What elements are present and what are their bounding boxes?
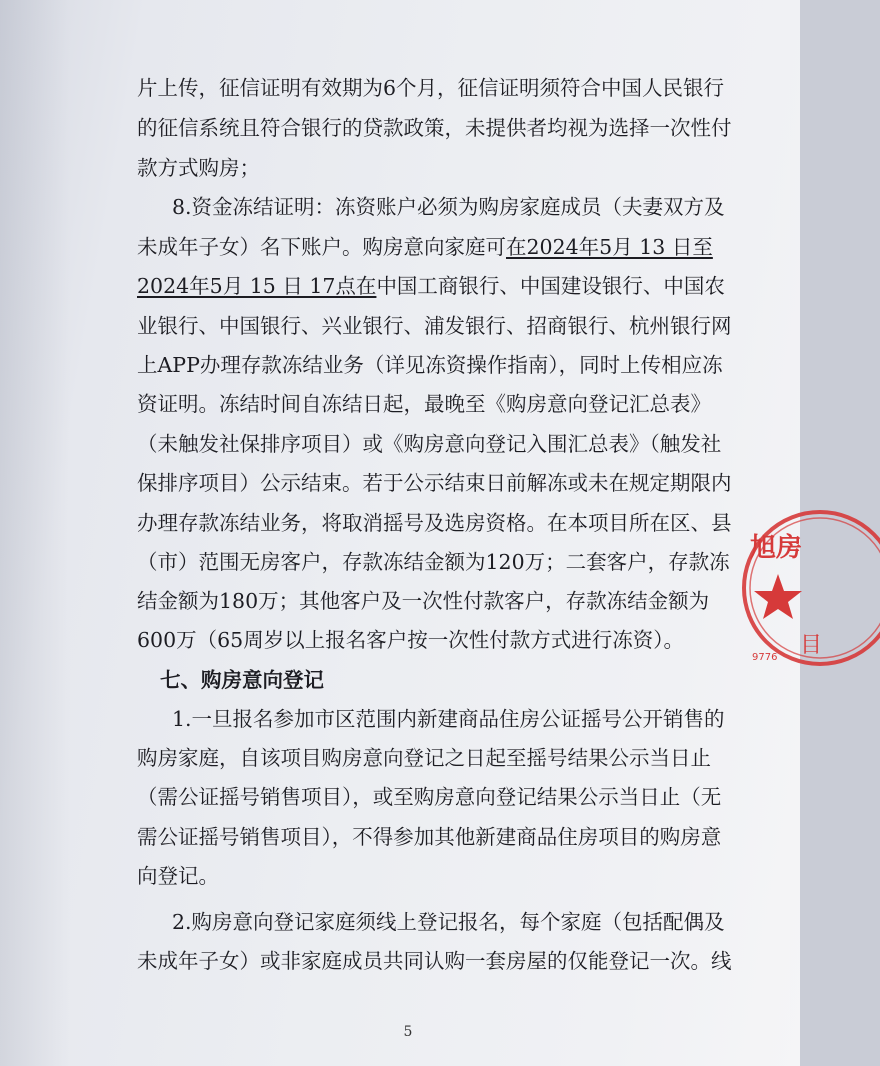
text-line: [137, 780, 722, 814]
line-text: 片上传，征信证明有效期为6个月，征信证明须符合中国人民银行: [137, 76, 725, 100]
line-text: 中国工商银行、中国建设银行、中国农: [376, 274, 725, 298]
line-text: （未触发社保排序项目）或《购房意向登记入围汇总表》（触发社: [137, 432, 722, 456]
text-line: [137, 584, 710, 618]
line-text: 购房家庭，自该项目购房意向登记之日起至摇号结果公示当日止: [137, 746, 711, 770]
underlined-date-text: 在2024年5月 13 日至: [506, 235, 713, 259]
seal-star-icon: [754, 574, 802, 619]
line-text: 8.资金冻结证明：冻资账户必须为购房家庭成员（夫妻双方及: [172, 195, 725, 219]
text-line: [137, 309, 732, 343]
text-line: [137, 466, 732, 500]
text-line: [137, 859, 219, 893]
line-text: 结金额为180万；其他客户及一次性付款客户，存款冻结金额为: [137, 589, 710, 613]
text-line: [137, 623, 684, 657]
page-shadow: [0, 0, 70, 1066]
text-line: [137, 230, 713, 264]
line-text: 资证明。冻结时间自冻结日起，最晚至《购房意向登记汇总表》: [137, 392, 711, 416]
svg-text:旭房: 旭房: [750, 533, 803, 563]
underlined-date-text: 2024年5月 15 日 17点在: [137, 274, 377, 298]
text-line: [137, 111, 732, 145]
line-text: 向登记。: [137, 864, 219, 888]
text-line: [137, 944, 732, 978]
line-text: 2.购房意向登记家庭须线上登记报名，每个家庭（包括配偶及: [172, 910, 725, 934]
text-line: [172, 905, 725, 939]
text-line: [137, 348, 723, 382]
line-text: 上APP办理存款冻结业务（详见冻资操作指南），同时上传相应冻: [137, 353, 723, 377]
line-text: 业银行、中国银行、兴业银行、浦发银行、招商银行、杭州银行网: [137, 314, 732, 338]
text-line: [137, 269, 725, 303]
red-seal-stamp: [740, 500, 880, 675]
svg-text:9776: 9776: [752, 652, 778, 663]
svg-text:目: 目: [800, 633, 823, 658]
line-text: 办理存款冻结业务，将取消摇号及选房资格。在本项目所在区、县: [137, 511, 732, 535]
line-text: 款方式购房；: [137, 156, 260, 180]
text-line: [137, 71, 725, 105]
section-heading: [160, 663, 324, 697]
line-text: （需公证摇号销售项目），或至购房意向登记结果公示当日止（无: [137, 785, 722, 809]
page-number: 5: [403, 1024, 413, 1040]
text-line: [172, 190, 725, 224]
text-line: [137, 427, 722, 461]
line-text: 的征信系统且符合银行的贷款政策，未提供者均视为选择一次性付: [137, 116, 732, 140]
text-line: [172, 702, 725, 736]
line-text: 七、购房意向登记: [160, 668, 324, 692]
line-text: 保排序项目）公示结束。若于公示结束日前解冻或未在规定期限内: [137, 471, 732, 495]
text-line: [137, 820, 722, 854]
line-text: （市）范围无房客户，存款冻结金额为120万；二套客户，存款冻: [137, 550, 730, 574]
text-line: [137, 387, 711, 421]
line-text: 未成年子女）或非家庭成员共同认购一套房屋的仅能登记一次。线: [137, 949, 732, 973]
text-line: [137, 151, 260, 185]
line-text: 需公证摇号销售项目），不得参加其他新建商品住房项目的购房意: [137, 825, 722, 849]
line-text: 1.一旦报名参加市区范围内新建商品住房公证摇号公开销售的: [172, 707, 725, 731]
text-line: [137, 545, 730, 579]
text-line: [137, 506, 732, 540]
line-text: 未成年子女）名下账户。购房意向家庭可: [137, 235, 506, 259]
line-text: 600万（65周岁以上报名客户按一次性付款方式进行冻资）。: [137, 628, 684, 652]
text-line: [137, 741, 711, 775]
